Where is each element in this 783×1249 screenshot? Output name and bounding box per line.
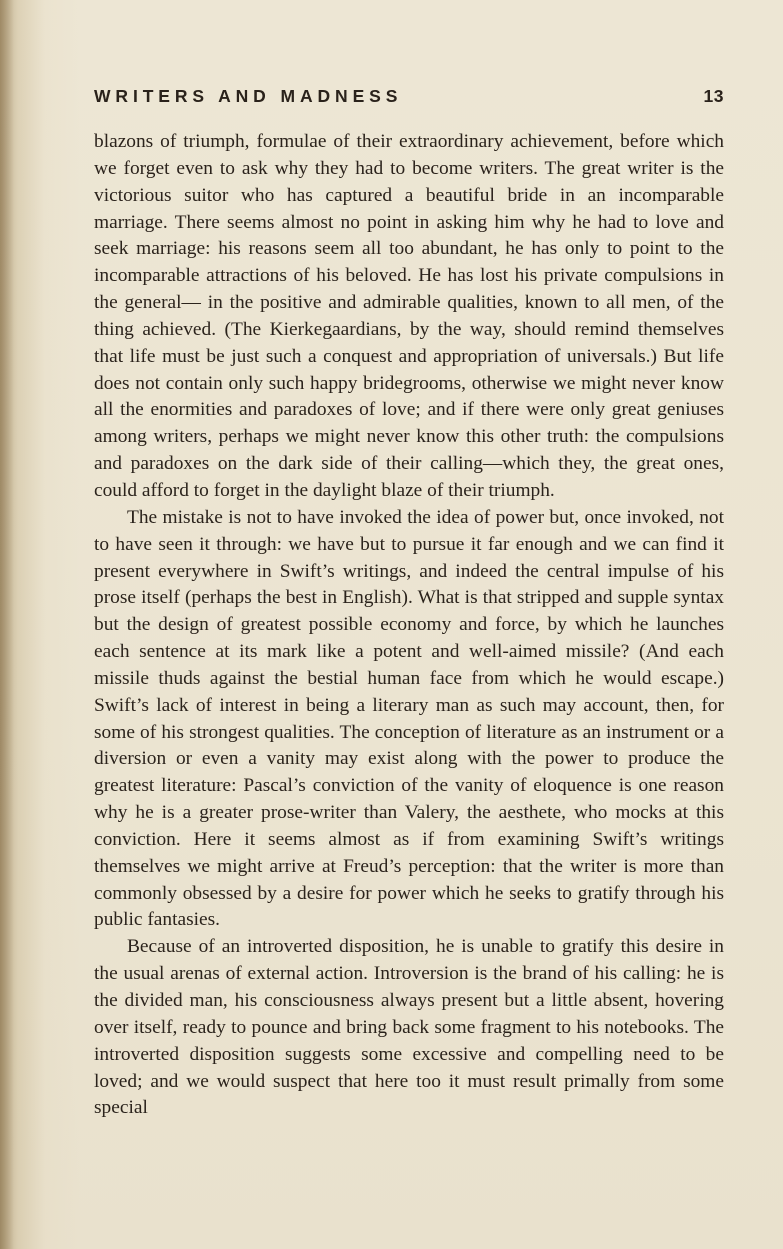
page-number: 13: [703, 86, 724, 106]
page-gutter-shadow: [0, 0, 14, 1249]
paragraph: Because of an introverted disposition, he is unable to gratify this desire in the usual arenas of external action. Introversion is the brand of his calling: he is the divided man, his consciousness always present but a little absent, hovering over itself, ready to pounce and bring back some fragment to his notebooks. The introverted disposition suggests some excessive and compelling need to be loved; and we would suspect that here too it must result primally from some special: [94, 936, 724, 1119]
paragraph: The mistake is not to have invoked the idea of power but, once invoked, not to have seen it through: we have but to pursue it far enough and we can find it present everywhere in Swift’s writings, and indeed the central impulse of his prose itself (perhaps the best in English). What is that stripped and supple syntax but the design of greatest possible economy and force, by which he launches each sentence at its mark like a potent and well-aimed missile? (And each missile thuds against the bestial human face from which he would escape.) Swift’s lack of interest in being a literary man as such may account, then, for some of his strongest qualities. The conception of literature as an instrument or a diversion or even a vanity may exist along with the power to produce the greatest literature: Pascal’s conviction of the vanity of eloquence is one reason why he is a greater prose-writer than Valery, the aesthete, who mocks at this conviction. Here it seems almost as if from examining Swift’s writings themselves we might arrive at Freud’s perception: that the writer is more than commonly obsessed by a desire for power which he seeks to gratify through his public fantasies.: [94, 506, 724, 931]
paragraph-continued: blazons of triumph, formulae of their extraordinary achievement, before which we forget even to ask why they had to become writers. The great writer is the victorious suitor who has captured a beautiful bride in an incomparable marriage. There seems almost no point in asking him why he had to love and seek marriage: his reasons seem all too abundant, he has only to point to the incomparable attractions of his beloved. He has lost his private compulsions in the general— in the positive and admirable qualities, known to all men, of the thing achieved. (The Kierkegaardians, by the way, should remind themselves that life must be just such a conquest and appropriation of universals.) But life does not contain only such happy bridegrooms, otherwise we might never know all the enormities and paradoxes of love; and if there were only great geniuses among writers, perhaps we might never know this other truth: the compulsions and paradoxes on the dark side of their calling—which they, the great ones, could afford to forget in the daylight blaze of their triumph.: [94, 131, 724, 501]
running-head: [94, 86, 724, 116]
body-text: [94, 129, 724, 1122]
running-title: WRITERS AND MADNESS: [94, 86, 403, 106]
